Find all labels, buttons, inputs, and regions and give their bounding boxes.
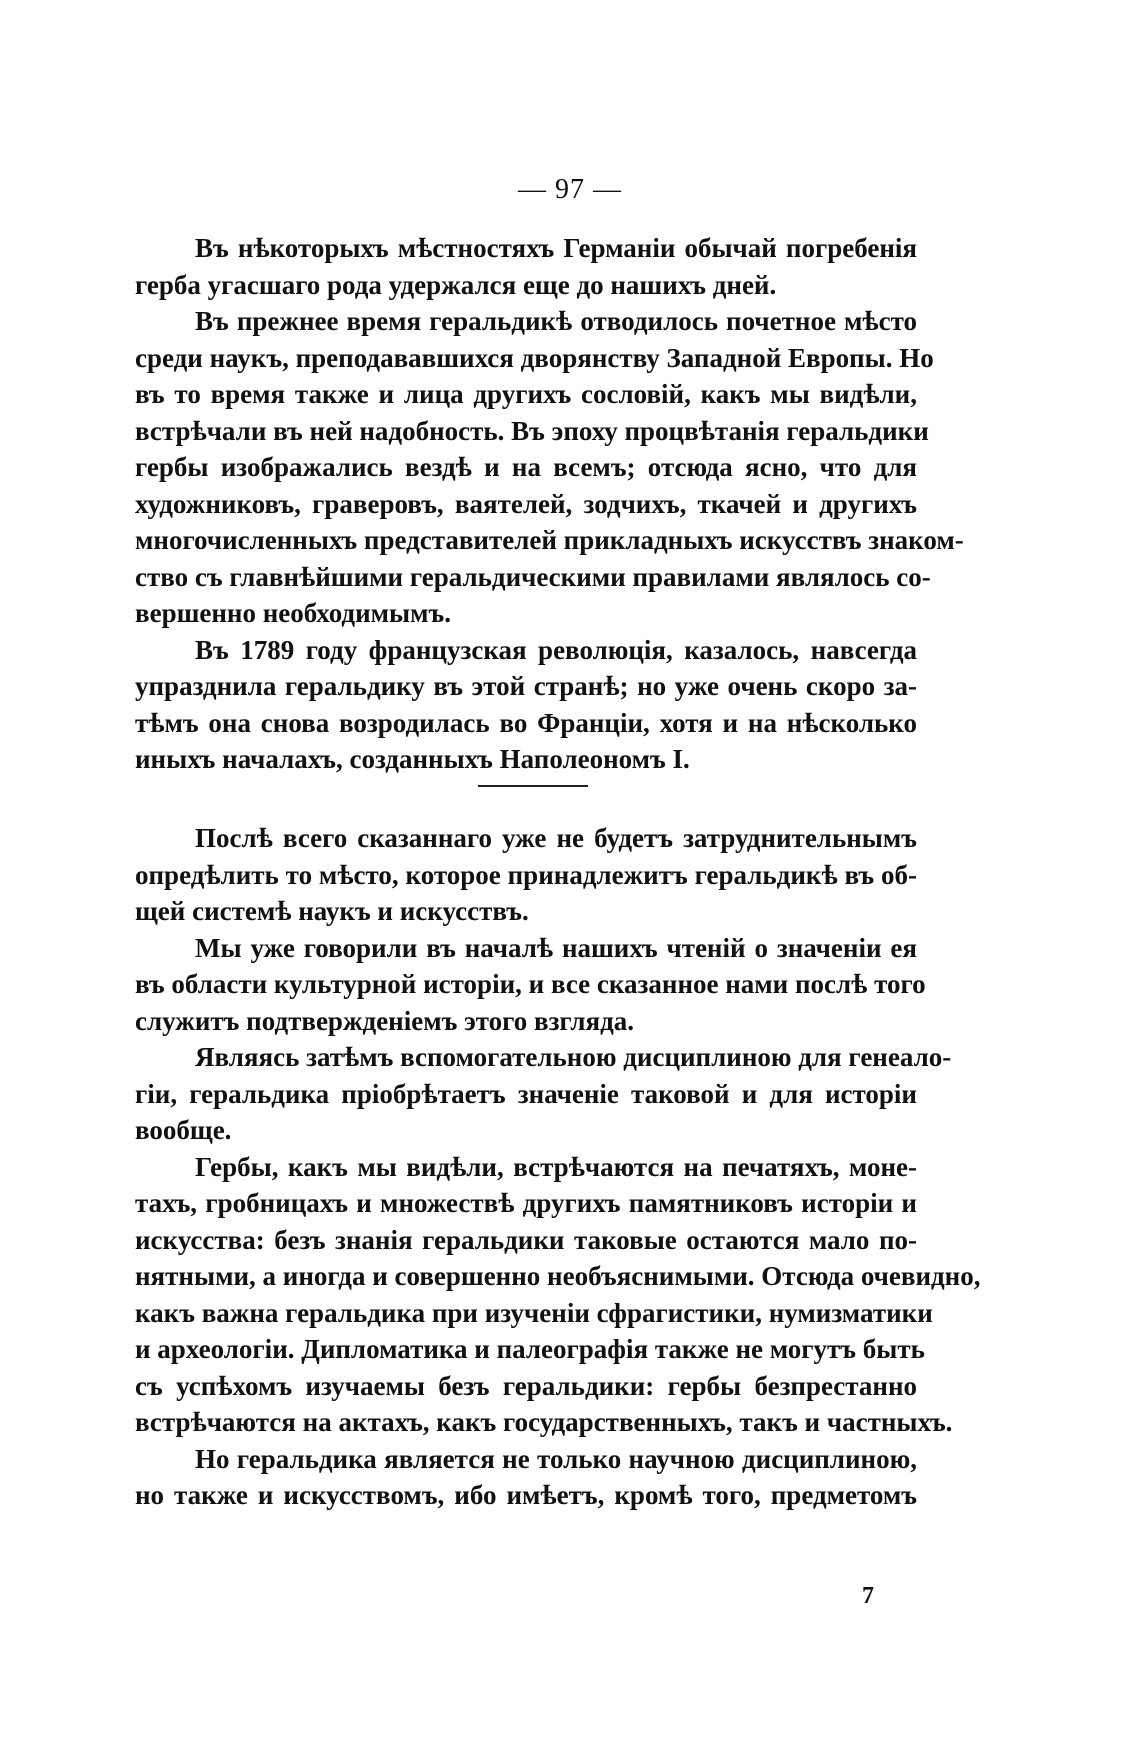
text-line: гербы изображались вездѣ и на всемъ; отсюда ясно, что для: [135, 452, 917, 482]
text-line: но также и искусствомъ, ибо имѣетъ, кромѣ того, предметомъ: [135, 1480, 917, 1510]
section-1-text: [135, 230, 964, 778]
text-line: служитъ подтвержденіемъ этого взгляда.: [135, 1005, 634, 1036]
text-line: опредѣлить то мѣсто, которое принадлежитъ геральдикѣ въ об-: [135, 859, 917, 890]
text-line: вершенно необходимымъ.: [135, 598, 451, 628]
text-line: нятными, а иногда и совершенно необъяснимыми. Отсюда очевидно,: [135, 1261, 981, 1291]
text-line: искусства: безъ знанія геральдики таковые остаются мало по-: [135, 1224, 917, 1255]
text-line: Являясь затѣмъ вспомогательною дисциплиною для генеало-: [195, 1042, 952, 1072]
text-line: многочисленныхъ представителей прикладныхъ искусствъ знаком-: [135, 525, 964, 555]
page-number: — 97 —: [518, 174, 622, 205]
text-line: и археологіи. Дипломатика и палеографія также не могутъ быть: [135, 1334, 925, 1364]
text-line: иныхъ началахъ, созданныхъ Наполеономъ I.: [135, 744, 690, 774]
text-line: Но геральдика является не только научною дисциплиною,: [195, 1443, 917, 1474]
text-line: тѣмъ она снова возродилась во Франціи, хотя и на нѣсколько: [135, 707, 917, 738]
text-line: въ области культурной исторіи, и все сказанное нами послѣ того: [135, 969, 926, 999]
text-line: герба угасшаго рода удержался еще до нашихъ дней.: [135, 269, 777, 300]
text-line: среди наукъ, преподававшихся дворянству Западной Европы. Но: [135, 342, 934, 373]
text-line: въ то время также и лица другихъ сословій, какъ мы видѣли,: [135, 379, 917, 409]
text-line: Гербы, какъ мы видѣли, встрѣчаются на печатяхъ, моне-: [195, 1151, 917, 1182]
text-line: встрѣчаются на актахъ, какъ государственныхъ, такъ и частныхъ.: [135, 1407, 953, 1437]
text-line: тахъ, гробницахъ и множествѣ другихъ памятниковъ исторіи и: [135, 1188, 917, 1218]
text-line: какъ важна геральдика при изученіи сфрагистики, нумизматики: [135, 1297, 933, 1328]
text-line: Въ 1789 году французская революція, казалось, навсегда: [195, 634, 917, 665]
text-line: упразднила геральдику въ этой странѣ; но уже очень скоро за-: [135, 671, 917, 701]
text-line: съ успѣхомъ изучаемы безъ геральдики: гербы безпрестанно: [135, 1370, 917, 1401]
signature-mark: 7: [862, 1583, 874, 1609]
text-line: художниковъ, граверовъ, ваятелей, зодчихъ, ткачей и другихъ: [135, 488, 917, 519]
text-line: Послѣ всего сказаннаго уже не будетъ затруднительнымъ: [195, 823, 917, 853]
text-line: Въ прежнее время геральдикѣ отводилось почетное мѣсто: [195, 306, 917, 336]
text-line: Мы уже говорили въ началѣ нашихъ чтеній о значеніи ея: [195, 932, 917, 963]
text-line: Въ нѣкоторыхъ мѣстностяхъ Германіи обычай погребенія: [195, 233, 917, 263]
text-line: щей системѣ наукъ и искусствъ.: [135, 896, 529, 926]
section-separator: [478, 785, 588, 787]
text-line: ство съ главнѣйшими геральдическими правилами являлось со-: [135, 561, 931, 592]
text-line: гіи, геральдика пріобрѣтаетъ значеніе таковой и для исторіи: [135, 1078, 917, 1109]
text-line: встрѣчали въ ней надобность. Въ эпоху процвѣтанія геральдики: [135, 415, 929, 446]
section-2-text: [135, 820, 981, 1514]
text-line: вообще.: [135, 1115, 232, 1145]
